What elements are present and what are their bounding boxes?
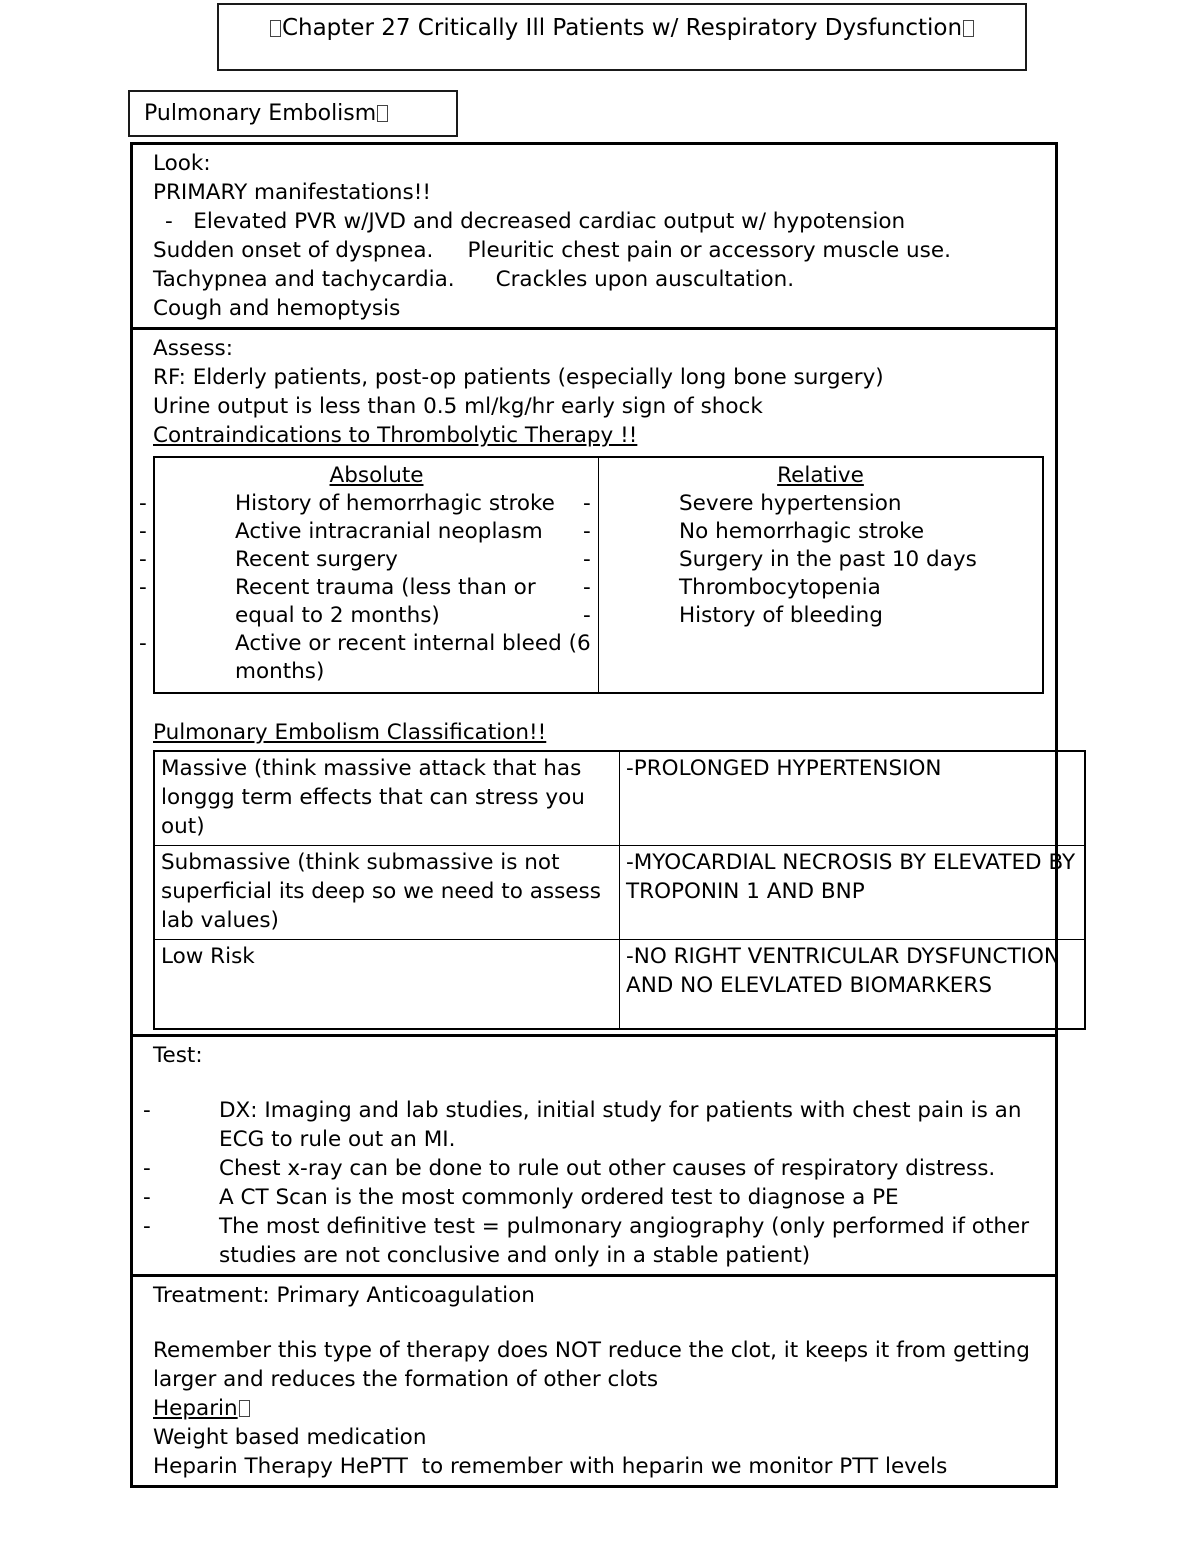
spacer [155,686,598,692]
list-item-text: Surgery in the past 10 days [679,547,977,572]
relative-header-text: Relative [777,463,864,488]
table-row [154,457,1043,693]
look-line-2: Sudden onset of dyspnea. Pleuritic chest pain or accessory muscle use. [153,238,951,263]
relative-list [583,490,1042,630]
table-row [154,940,1085,1030]
bullet-marker: - [583,519,591,544]
classification-table [153,750,1086,1030]
list-item-text: Recent surgery [235,547,398,572]
absolute-header-text: Absolute [329,463,424,488]
missing-glyph-icon [270,20,281,37]
list-item-text: A CT Scan is the most commonly ordered test to diagnose a PE [219,1185,899,1210]
bullet-marker: - [583,575,591,600]
look-heading: Look: [153,151,211,176]
treatment-heading: Treatment: Primary Anticoagulation [153,1283,535,1308]
list-item [139,546,598,574]
relative-header [599,458,1042,490]
list-item [133,1096,1055,1154]
classification-finding: -MYOCARDIAL NECROSIS BY ELEVATED BY TROPONIN 1 AND BNP [620,846,1086,940]
classification-title-text: Pulmonary Embolism Classification!! [153,720,547,745]
heparin-label-text: Heparin [153,1396,238,1421]
list-item-text: Recent trauma (less than or equal to 2 months) [235,575,536,628]
list-item [139,630,598,686]
bullet-marker: - [139,631,147,656]
assess-risk-factors: RF: Elderly patients, post-op patients (especially long bone surgery) [153,365,884,390]
list-item [583,602,1042,630]
absolute-list [139,490,598,686]
list-item [583,490,1042,518]
list-item-text: The most definitive test = pulmonary angiography (only performed if other studies are not conclusive and only in a stable patient) [219,1214,1030,1268]
list-item-text: DX: Imaging and lab studies, initial study for patients with chest pain is an ECG to rule out an MI. [219,1098,1022,1152]
relative-column [583,457,1044,693]
look-bullet-1 [133,207,1055,236]
list-item-text: Severe hypertension [679,491,902,516]
list-item [583,574,1042,602]
treatment-heptt-line: Heparin Therapy HePTT to remember with heparin we monitor PTT levels [153,1454,948,1479]
main-content-table [130,142,1076,1488]
assess-heading: Assess: [153,336,233,361]
absolute-header [155,458,598,490]
table-row [154,751,1085,846]
spacer [133,1310,1055,1336]
section-look [133,145,1055,330]
bullet-marker: - [583,603,591,628]
treatment-weight-line: Weight based medication [153,1425,427,1450]
list-item-text: History of hemorrhagic stroke [235,491,555,516]
classification-finding: -PROLONGED HYPERTENSION [620,751,1086,846]
list-item-text: Chest x-ray can be done to rule out other causes of respiratory distress. [219,1156,996,1181]
treatment-remember-line: Remember this type of therapy does NOT reduce the clot, it keeps it from getting larger and reduces the formation of other clots [153,1338,1037,1392]
list-item [133,1154,1055,1183]
assess-urine-output: Urine output is less than 0.5 ml/kg/hr early sign of shock [153,394,763,419]
list-item [139,574,598,630]
section-assess [133,330,1076,1037]
classification-title [133,718,1055,748]
list-item-text: Thrombocytopenia [679,575,881,600]
chapter-title [219,5,1025,43]
look-primary-line: PRIMARY manifestations!! [153,180,431,205]
list-item [133,1212,1055,1270]
contraindications-title-text: Contraindications to Thrombolytic Therapy !! [153,423,638,448]
list-item [583,518,1042,546]
section-test [133,1037,1055,1277]
section-treatment [133,1277,1055,1485]
classification-finding: -NO RIGHT VENTRICULAR DYSFUNCTION AND NO ELEVLATED BIOMARKERS [620,940,1086,1030]
classification-type: Submassive (think submassive is not superficial its deep so we need to assess lab values) [154,846,620,940]
bullet-marker: - [583,547,591,572]
contraindications-title [133,421,1055,450]
bullet-marker: - [139,547,147,572]
list-item [133,1183,1055,1212]
list-item-text: Active or recent internal bleed (6 months) [235,631,591,684]
absolute-column [139,457,599,693]
test-heading: Test: [153,1043,203,1068]
spacer [133,1070,1055,1096]
classification-type: Low Risk [154,940,620,1030]
list-item [139,518,598,546]
table-row [154,846,1085,940]
look-line-4: Cough and hemoptysis [153,296,401,321]
topic-tab-title [130,92,456,135]
bullet-marker: - [143,1185,151,1210]
list-item-text: No hemorrhagic stroke [679,519,925,544]
list-item-text: History of bleeding [679,603,883,628]
classification-type: Massive (think massive attack that has longgg term effects that can stress you out) [154,751,620,846]
bullet-marker: - [139,491,147,516]
look-line-3: Tachypnea and tachycardia. Crackles upon auscultation. [153,267,795,292]
bullet-marker: - [139,519,147,544]
chapter-title-box [217,3,1027,71]
test-bullet-list [133,1096,1055,1270]
contraindications-table [139,456,1044,694]
list-item-text: Active intracranial neoplasm [235,519,543,544]
missing-glyph-icon [239,1400,250,1417]
look-bullet-1-text: Elevated PVR w/JVD and decreased cardiac output w/ hypotension [193,209,906,234]
bullet-marker: - [143,1098,151,1123]
list-item [139,490,598,518]
bullet-marker: - [143,1156,151,1181]
chapter-title-text: Chapter 27 Critically Ill Patients w/ Respiratory Dysfunction [281,15,963,41]
bullet-marker: - [139,575,147,600]
topic-tab-text: Pulmonary Embolism [144,101,377,126]
heparin-label [133,1394,1055,1423]
bullet-marker: - [143,1214,151,1239]
bullet-marker: - [165,209,173,234]
topic-tab-box [128,90,458,137]
list-item [583,546,1042,574]
bullet-marker: - [583,491,591,516]
missing-glyph-icon [377,105,388,122]
missing-glyph-icon [963,20,974,37]
